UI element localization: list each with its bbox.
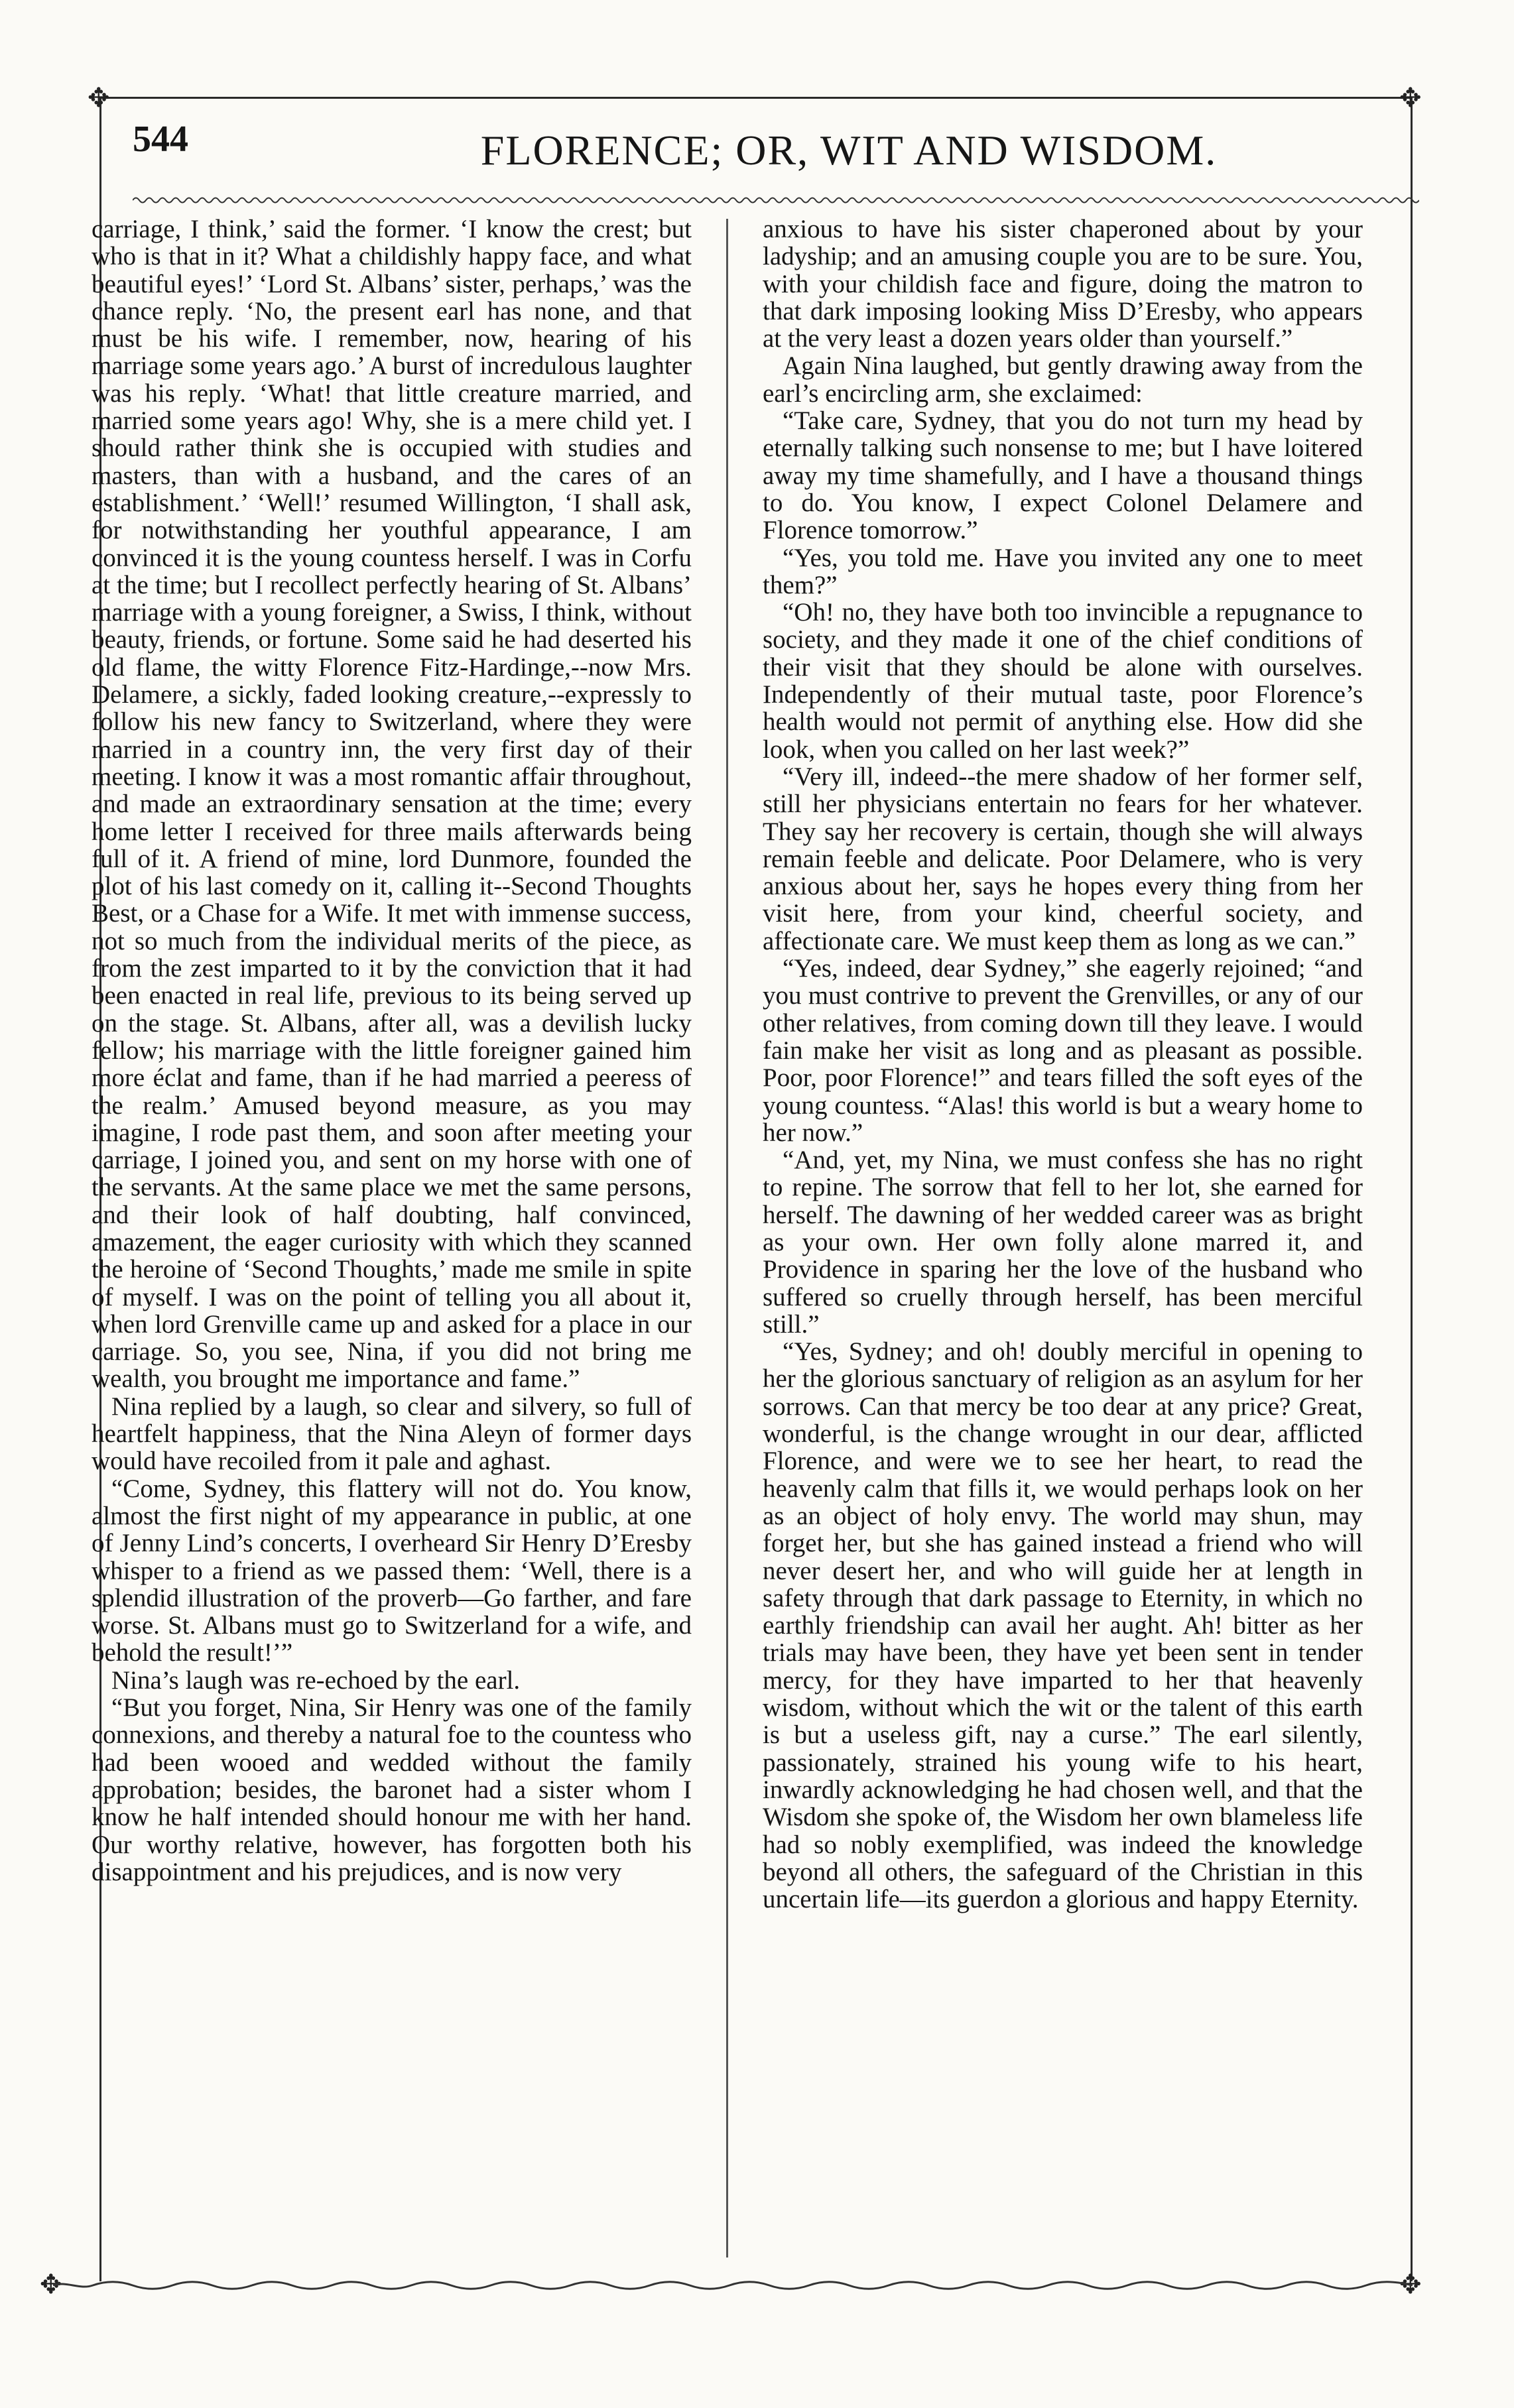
frame-top-rule	[99, 97, 1413, 99]
left-paragraph-2: Nina replied by a laugh, so clear and silvery, so full of heartfelt happiness, that the Nina Aleyn of former days would have recoiled from it pale and aghast.	[92, 1392, 692, 1476]
column-divider	[726, 219, 728, 2258]
right-paragraph-7: “Yes, indeed, dear Sydney,” she eagerly rejoined; “and you must contrive to prevent the Grenvilles, or any of our other relatives, from coming down till they leave. I would fain make her visit as long and as pleasant as possible. Poor, poor Florence!” and tears filled the soft eyes of the young countess. “Alas! this world is but a weary home to her now.”	[763, 954, 1363, 1147]
corner-ornament-top-right: ✥	[1399, 83, 1422, 113]
right-paragraph-2: Again Nina laughed, but gently drawing away from the earl’s encircling arm, she exclaimed:	[763, 351, 1363, 408]
right-paragraph-1: anxious to have his sister chaperoned about by your ladyship; and an amusing couple you are to be sure. You, with your childish face and figure, doing the matron to that dark imposing looking Miss D’Eresby, who appears at the very least a dozen years older than yourself.”	[763, 215, 1363, 353]
page-number: 544	[133, 119, 188, 160]
right-column	[763, 215, 1363, 2261]
frame-right-rule	[1411, 97, 1413, 2281]
right-paragraph-3: “Take care, Sydney, that you do not turn my head by eternally talking such nonsense to me; but I have loitered away my time shamefully, and I have a thousand things to do. You know, I expect Colonel Delamere and Florence tomorrow.”	[763, 406, 1363, 545]
corner-ornament-top-left: ✥	[88, 83, 110, 113]
corner-ornament-bottom-right: ✥	[1399, 2269, 1422, 2299]
right-paragraph-6: “Very ill, indeed--the mere shadow of her former self, still her physicians entertain no fears for her whatever. They say her recovery is certain, though she will always remain feeble and delicate. Poor Delamere, who is very anxious about her, says he hopes every thing from her visit here, from your kind, cheerful society, and affectionate care. We must keep them as long as we can.”	[763, 762, 1363, 955]
right-paragraph-8: “And, yet, my Nina, we must confess she has no right to repine. The sorrow that fell to her lot, she earned for herself. The dawning of her wedded career was as bright as your own. Her own folly alone marred it, and Providence in sparing her the love of the husband who suffered so cruelly through herself, has been merciful still.”	[763, 1146, 1363, 1339]
right-paragraph-9: “Yes, Sydney; and oh! doubly merciful in opening to her the glorious sanctuary of religion as an asylum for her sorrows. Can that mercy be too dear at any price? Great, wonderful, is the change wrought in our dear, afflicted Florence, and were we to see her heart, to read the heavenly calm that fills it, we would perhaps look on her as an object of holy envy. The world may shun, may forget her, but she has gained instead a friend who will never desert her, and who will guide her at length in safety through that dark passage to Eternity, in which no earthly friendship can avail her aught. Ah! bitter as her trials may have been, they have yet been sent in tender mercy, for they have imparted to her that heavenly wisdom, without which the wit or the talent of this earth is but a useless gift, nay a curse.” The earl silently, passionately, strained his young wife to his heart, inwardly acknowledging he had chosen well, and that the Wisdom she spoke of, the Wisdom her own blameless life had so nobly exemplified, was indeed the knowledge beyond all others, the safeguard of the Christian in this uncertain life—its guerdon a glorious and happy Eternity.	[763, 1337, 1363, 1914]
corner-ornament-bottom-left: ✥	[40, 2269, 62, 2299]
running-title: FLORENCE; OR, WIT AND WISDOM.	[480, 127, 1218, 174]
header-wavy-rule	[133, 196, 1419, 205]
right-paragraph-4: “Yes, you told me. Have you invited any one to meet them?”	[763, 543, 1363, 599]
left-paragraph-4: Nina’s laugh was re-echoed by the earl.	[111, 1665, 521, 1695]
left-paragraph-1: carriage, I think,’ said the former. ‘I know the crest; but who is that in it? What a childishly happy face, and what beautiful eyes!’ ‘Lord St. Albans’ sister, perhaps,’ was the chance reply. ‘No, the present earl has none, and that must be his wife. I remember, now, hearing of his marriage some years ago.’ A burst of incredulous laughter was his reply. ‘What! that little creature married, and married some years ago! Why, she is a mere child yet. I should rather think she is occupied with studies and masters, than with a husband, and the cares of an establishment.’ ‘Well!’ resumed Willington, ‘I shall ask, for notwithstanding her youthful appearance, I am convinced it is the young countess herself. I was in Corfu at the time; but I recollect perfectly hearing of St. Albans’ marriage with a young foreigner, a Swiss, I think, without beauty, friends, or fortune. Some said he had deserted his old flame, the witty Florence Fitz-Hardinge,--now Mrs. Delamere, a sickly, faded looking creature,--expressly to follow his new fancy to Switzerland, where they were married in a country inn, the very first day of their meeting. I know it was a most romantic affair throughout, and made an extraordinary sensation at the time; every home letter I received for three mails afterwards being full of it. A friend of mine, lord Dunmore, founded the plot of his last comedy on it, calling it--Second Thoughts Best, or a Chase for a Wife. It met with immense success, not so much from the individual merits of the piece, as from the zest imparted to it by the conviction that it had been enacted in real life, previous to its being served up on the stage. St. Albans, after all, was a devilish lucky fellow; his marriage with the little foreigner gained him more éclat and fame, than if he had married a peeress of the realm.’ Amused beyond measure, as you may imagine, I rode past them, and soon after meeting your carriage, I joined you, and sent on my horse with one of the servants. At the same place we met the same persons, and their look of half doubting, half convinced, amazement, the eager curiosity with which they scanned the heroine of ‘Second Thoughts,’ made me smile in spite of myself. I was on the point of telling you all about it, when lord Grenville came up and asked for a place in our carriage. So, you see, Nina, if you did not bring me wealth, you brought me importance and fame.”	[92, 215, 692, 1394]
left-paragraph-5: “But you forget, Nina, Sir Henry was one of the family connexions, and thereby a natural foe to the countess who had been wooed and wedded without the family approbation; besides, the baronet had a sister whom I know he half intended should honour me with her hand. Our worthy relative, however, has forgotten both his disappointment and his prejudices, and is now very	[92, 1693, 692, 1886]
right-paragraph-5: “Oh! no, they have both too invincible a repugnance to society, and they made it one of the chief conditions of their visit that they should be alone with ourselves. Independently of their mutual taste, poor Florence’s health would not permit of anything else. How did she look, when you called on her last week?”	[763, 598, 1363, 764]
page-header	[119, 113, 1413, 192]
left-paragraph-3: “Come, Sydney, this flattery will not do. You know, almost the first night of my appearance in public, at one of Jenny Lind’s concerts, I overheard Sir Henry D’Eresby whisper to a friend as we passed them: ‘Well, there is a splendid illustration of the proverb—Go farther, and fare worse. St. Albans must go to Switzerland for a wife, and behold the result!’”	[92, 1474, 692, 1667]
left-column	[92, 215, 692, 2261]
footer-wavy-rule	[53, 2281, 1413, 2290]
